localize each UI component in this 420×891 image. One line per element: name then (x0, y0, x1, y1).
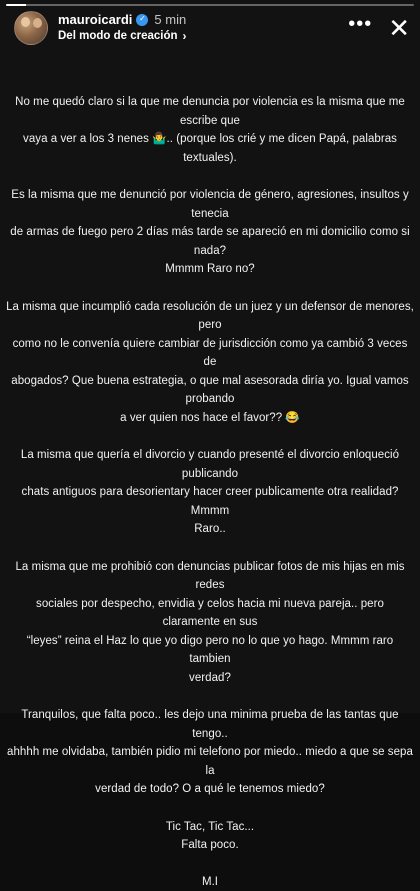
header-actions (348, 14, 410, 42)
story-text (6, 93, 414, 891)
story-progress-fill (6, 4, 26, 6)
post-time: 5 min (154, 13, 186, 27)
story-progress-bar (6, 4, 414, 6)
story-paragraph-5: La misma que me prohibió con denuncias publicar fotos de mis hijas en mis redes sociales por despecho, envidia y celos hacia mi nueva pareja.. pero claramente en sus “leyes” reina el Haz lo que yo digo pero no lo que yo hago. Mmmm raro tambien verdad? (6, 558, 414, 688)
creation-mode-link[interactable] (58, 30, 187, 43)
user-row (58, 13, 187, 27)
verified-badge-icon: ✓ (136, 14, 148, 26)
close-icon[interactable]: ✕ (388, 15, 410, 41)
closing-line-2: Falta poco. (6, 836, 414, 855)
closing-line-1: Tic Tac, Tic Tac... (6, 818, 414, 837)
user-info (58, 13, 187, 43)
avatar[interactable] (14, 11, 48, 45)
story-paragraph-4: La misma que quería el divorcio y cuando presenté el divorcio enloqueció publicando chats antiguos para desorientary hacer creer publicamente otra realidad? Mmmm Raro.. (6, 446, 414, 539)
story-paragraph-3: La misma que incumplió cada resolución de un juez y un defensor de menores, pero como no le convenía quiere cambiar de jurisdicción como ya cambió 3 veces de abogados? Que buena estrategia, o que mal asesorada diría yo. Igual vamos probando a ver quien nos hace el favor?? 😂 (6, 298, 414, 428)
signature: M.I (6, 873, 414, 891)
username[interactable]: mauroicardi (58, 13, 132, 27)
story-paragraph-6: Tranquilos, que falta poco.. les dejo una minima prueba de las tantas que tengo.. ahhhh me olvidaba, también pidio mi telefono por miedo.. miedo a que se sepa la verdad de todo? O a qué le tenemos miedo? (6, 706, 414, 799)
more-options-icon[interactable]: ••• (348, 14, 372, 42)
story-paragraph-1: No me quedó claro si la que me denuncia por violencia es la misma que me escribe que vaya a ver a los 3 nenes 🤷‍♂️.. (porque los crié y me dicen Papá, palabras textuales). (6, 93, 414, 167)
creation-mode-label: Del modo de creación (58, 30, 178, 43)
chevron-right-icon: › (183, 30, 187, 43)
story-header (14, 10, 410, 46)
story-paragraph-2: Es la misma que me denunció por violencia de género, agresiones, insultos y tenecia de armas de fuego pero 2 días más tarde se apareció en mi domicilio como si nada? Mmmm Raro no? (6, 186, 414, 279)
